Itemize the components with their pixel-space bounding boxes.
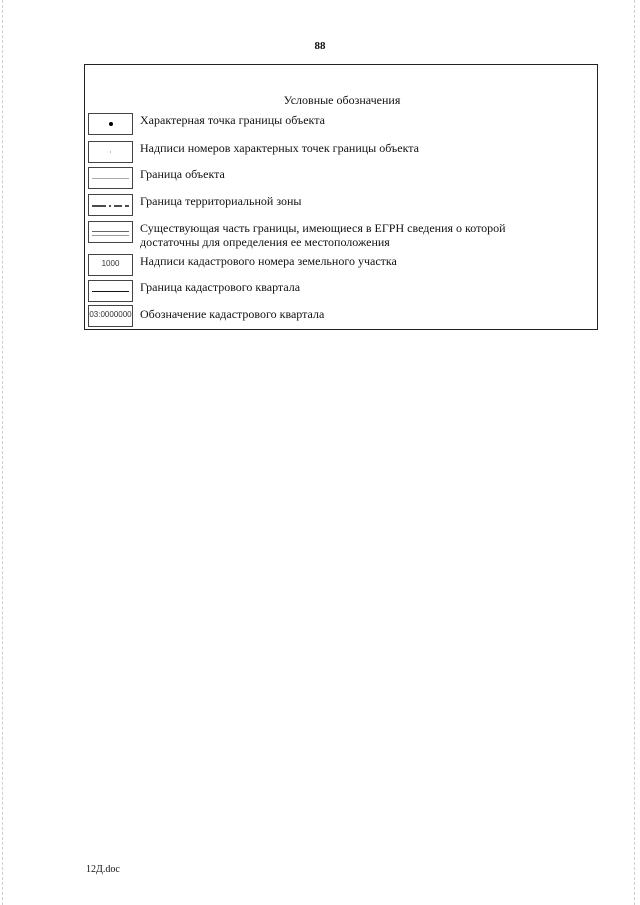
legend-label: Граница объекта <box>140 167 225 181</box>
cadastral-quarter-designation-icon <box>88 305 133 327</box>
dash-dot-line-icon <box>88 194 133 216</box>
symbol-text: 03:0000000 <box>89 310 132 319</box>
scan-edge-left <box>2 0 4 905</box>
legend-label: Надписи номеров характерных точек границы объекта <box>140 141 419 155</box>
symbol-text: 1000 <box>101 259 120 268</box>
point-number-caption-icon <box>88 141 133 163</box>
legend-label: Граница кадастрового квартала <box>140 280 301 294</box>
line-sample <box>92 178 129 179</box>
page-number: 88 <box>314 40 326 52</box>
object-boundary-line-icon <box>88 167 133 189</box>
legend-title: Условные обозначения <box>283 93 401 107</box>
line-sample-outer <box>92 231 129 232</box>
legend-label: Граница территориальной зоны <box>140 194 302 208</box>
scan-edge-right <box>634 0 636 905</box>
file-name-footer: 12Д.doc <box>86 864 120 875</box>
legend-table <box>84 64 598 330</box>
legend-label: Существующая часть границы, имеющиеся в ЕГРН сведения о которой <box>140 221 506 235</box>
caption-mark <box>110 151 111 153</box>
solid-line-icon <box>88 280 133 302</box>
legend-label: Надписи кадастрового номера земельного участка <box>140 254 397 268</box>
legend-label: Обозначение кадастрового квартала <box>140 307 325 321</box>
line-sample <box>92 291 129 292</box>
legend-label-line2: достаточны для определения ее местоположения <box>140 235 390 249</box>
line-sample-inner <box>92 235 129 236</box>
boundary-point-icon <box>88 113 133 135</box>
legend-label: Характерная точка границы объекта <box>140 113 325 127</box>
cadastral-number-caption-icon <box>88 254 133 276</box>
point-dot <box>109 122 113 126</box>
double-line-icon <box>88 221 133 243</box>
dash-dot-sample <box>92 205 129 207</box>
